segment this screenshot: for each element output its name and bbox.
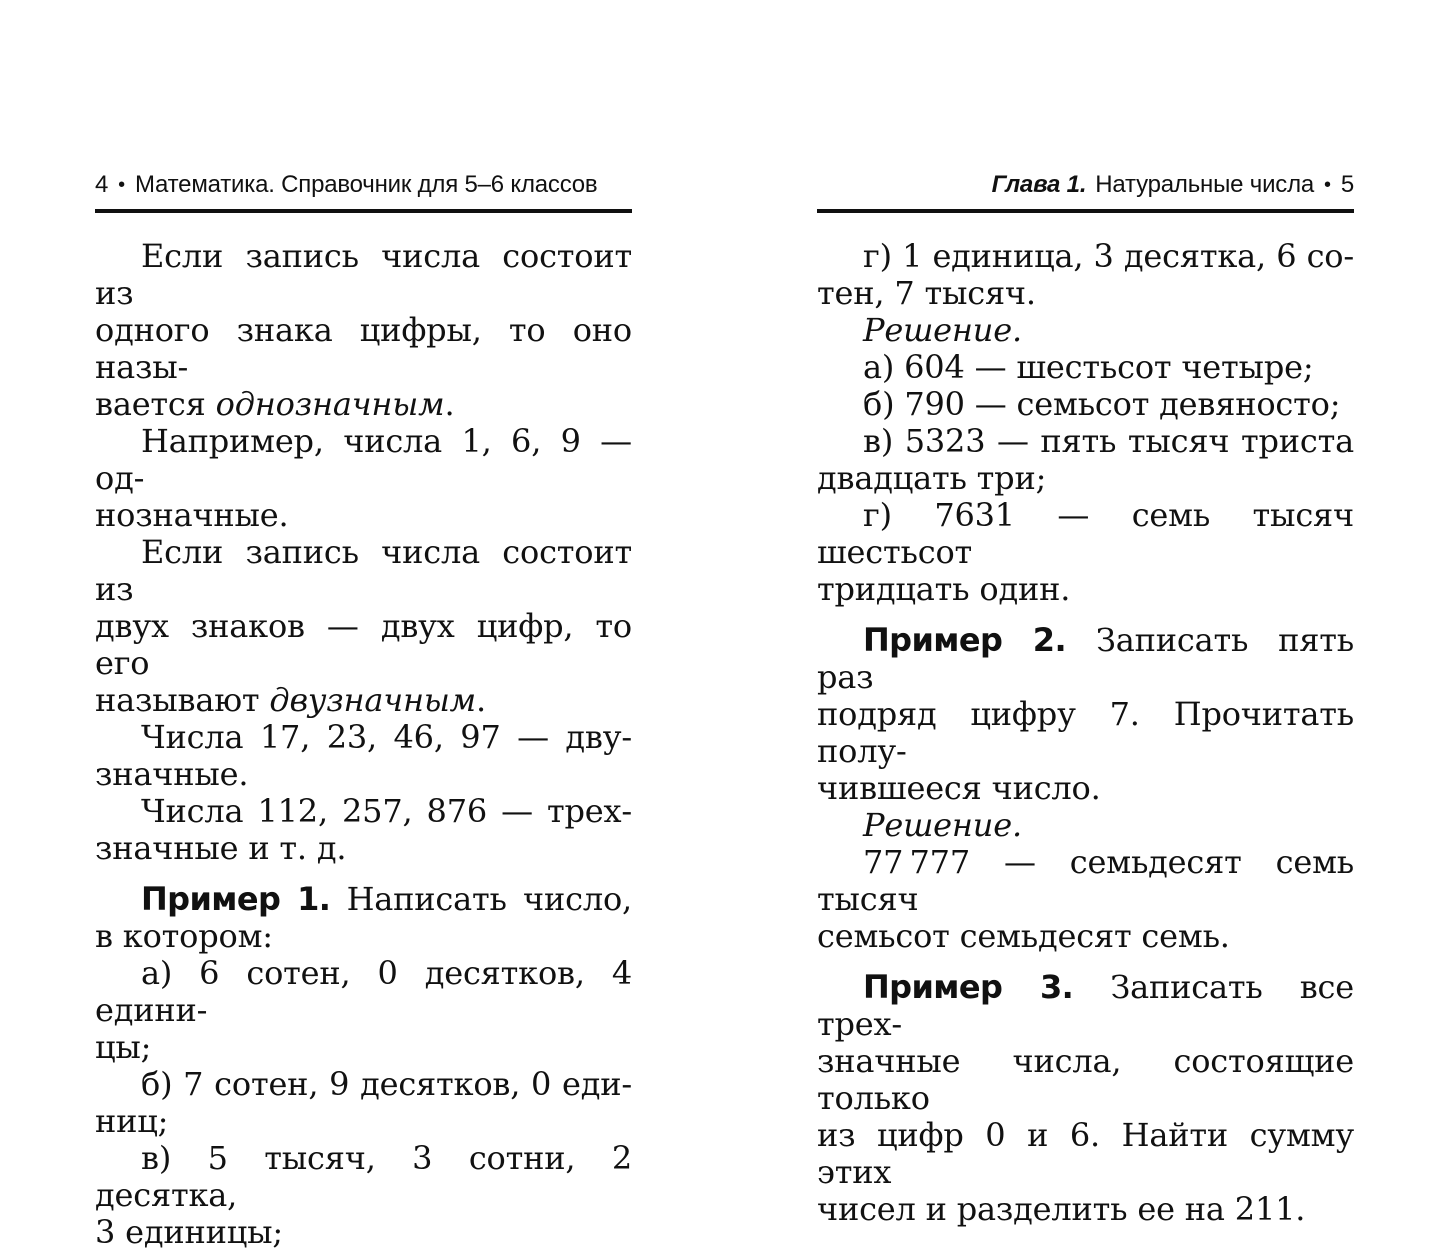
text-segment: значные числа, состоящие только	[817, 1042, 1354, 1117]
text-segment: 77 777 — семьдесят семь тысяч	[817, 843, 1354, 918]
right-header-rule	[817, 209, 1354, 213]
text-line	[817, 622, 1354, 696]
text-line	[817, 1117, 1354, 1191]
left-page-number: 4	[95, 171, 109, 198]
text-segment: Если запись числа состоит из	[95, 237, 632, 312]
bullet-separator-icon: •	[1324, 174, 1331, 196]
text-segment: Числа 17, 23, 46, 97 — дву-	[141, 718, 632, 756]
text-segment: а) 6 сотен, 0 десятков, 4 едини-	[95, 954, 632, 1029]
text-line	[95, 918, 632, 955]
bullet-separator-icon: •	[118, 174, 125, 196]
paragraph	[95, 1066, 632, 1140]
text-line	[817, 969, 1354, 1043]
text-segment: Числа 112, 257, 876 — трех-	[141, 792, 632, 830]
text-segment: тен, 7 тысяч.	[817, 274, 1036, 312]
text-line	[817, 349, 1354, 386]
text-line	[817, 844, 1354, 918]
italic-term: однозначным	[215, 385, 445, 423]
text-segment: в) 5323 — пять тысяч триста	[863, 422, 1354, 460]
text-line	[95, 682, 632, 719]
right-page-number: 5	[1340, 171, 1354, 198]
text-segment: двух знаков — двух цифр, то его	[95, 607, 632, 682]
paragraph	[817, 349, 1354, 386]
text-line	[95, 608, 632, 682]
paragraph	[817, 312, 1354, 349]
left-header-rule	[95, 209, 632, 213]
text-line	[95, 881, 632, 918]
text-line	[95, 830, 632, 867]
paragraph	[817, 423, 1354, 497]
text-line	[95, 1029, 632, 1066]
text-segment: двадцать три;	[817, 459, 1047, 497]
chapter-title: Натуральные числа	[1095, 171, 1315, 198]
text-segment: в котором:	[95, 917, 273, 955]
text-line	[817, 238, 1354, 275]
text-line	[817, 312, 1354, 349]
text-segment: чившееся число.	[817, 769, 1101, 807]
text-segment: Например, числа 1, 6, 9 — од-	[95, 422, 632, 497]
paragraph	[95, 719, 632, 793]
right-page-body	[817, 238, 1354, 1228]
text-line	[817, 571, 1354, 608]
text-line	[817, 807, 1354, 844]
text-segment: цы;	[95, 1028, 152, 1066]
paragraph	[817, 622, 1354, 807]
paragraph	[817, 969, 1354, 1228]
text-segment: .	[444, 385, 455, 423]
text-segment: Записать все трех-	[817, 968, 1354, 1043]
text-line	[95, 312, 632, 386]
text-line	[817, 275, 1354, 312]
text-segment: подряд цифру 7. Прочитать полу-	[817, 695, 1354, 770]
text-segment: семьсот семьдесят семь.	[817, 917, 1230, 955]
text-segment: называют	[95, 681, 270, 719]
paragraph	[817, 844, 1354, 955]
text-line	[817, 918, 1354, 955]
text-line	[95, 1066, 632, 1103]
text-segment: чисел и разделить ее на 211.	[817, 1190, 1306, 1228]
text-line	[95, 793, 632, 830]
text-line	[817, 1191, 1354, 1228]
text-segment: из цифр 0 и 6. Найти сумму этих	[817, 1116, 1354, 1191]
text-segment: тридцать один.	[817, 570, 1071, 608]
text-segment: ниц;	[95, 1102, 169, 1140]
right-page	[817, 171, 1354, 1228]
example-label: Пример 1.	[141, 880, 331, 918]
text-line	[95, 386, 632, 423]
text-segment: 3 единицы;	[95, 1213, 283, 1251]
text-segment: б) 790 — семьсот девяносто;	[863, 385, 1341, 423]
text-line	[817, 497, 1354, 571]
text-line	[95, 955, 632, 1029]
paragraph	[817, 386, 1354, 423]
paragraph	[95, 238, 632, 423]
text-segment: одного знака цифры, то оно назы-	[95, 311, 632, 386]
text-line	[817, 1043, 1354, 1117]
text-line	[817, 696, 1354, 770]
paragraph	[95, 423, 632, 534]
text-segment: г) 7631 — семь тысяч шестьсот	[817, 496, 1354, 571]
book-title: Математика. Справочник для 5–6 классов	[134, 171, 598, 198]
paragraph	[95, 534, 632, 719]
left-running-head	[95, 171, 632, 200]
text-segment: в) 5 тысяч, 3 сотни, 2 десятка,	[95, 1139, 632, 1214]
text-line	[95, 756, 632, 793]
paragraph	[95, 955, 632, 1066]
text-line	[95, 497, 632, 534]
text-line	[817, 423, 1354, 460]
paragraph	[817, 497, 1354, 608]
left-page	[95, 171, 632, 1251]
text-segment: Написать число,	[330, 880, 632, 918]
text-line	[817, 386, 1354, 423]
paragraph	[95, 881, 632, 955]
text-line	[817, 460, 1354, 497]
text-segment: Записать пять раз	[817, 621, 1354, 696]
example-label: Пример 2.	[863, 621, 1067, 659]
text-segment: значные и т. д.	[95, 829, 347, 867]
text-segment: нозначные.	[95, 496, 289, 534]
text-line	[95, 1140, 632, 1214]
text-segment: значные.	[95, 755, 249, 793]
text-line	[95, 1103, 632, 1140]
text-segment: г) 1 единица, 3 десятка, 6 со-	[863, 237, 1354, 275]
text-segment: .	[476, 681, 487, 719]
left-page-body	[95, 238, 632, 1251]
text-segment: а) 604 — шестьсот четыре;	[863, 348, 1314, 386]
paragraph	[817, 238, 1354, 312]
text-segment: Если запись числа состоит из	[95, 533, 632, 608]
text-line	[95, 719, 632, 756]
example-label: Пример 3.	[863, 968, 1074, 1006]
paragraph	[95, 793, 632, 867]
text-line	[817, 770, 1354, 807]
chapter-label: Глава 1.	[991, 171, 1087, 198]
text-segment: вается	[95, 385, 216, 423]
text-segment: б) 7 сотен, 9 десятков, 0 еди-	[141, 1065, 632, 1103]
italic-term: Решение.	[863, 311, 1022, 349]
right-running-head	[817, 171, 1354, 200]
italic-term: Решение.	[863, 806, 1022, 844]
text-line	[95, 238, 632, 312]
text-line	[95, 423, 632, 497]
paragraph	[95, 1140, 632, 1251]
text-line	[95, 1214, 632, 1251]
paragraph	[817, 807, 1354, 844]
text-line	[95, 534, 632, 608]
italic-term: двузначным	[269, 681, 477, 719]
